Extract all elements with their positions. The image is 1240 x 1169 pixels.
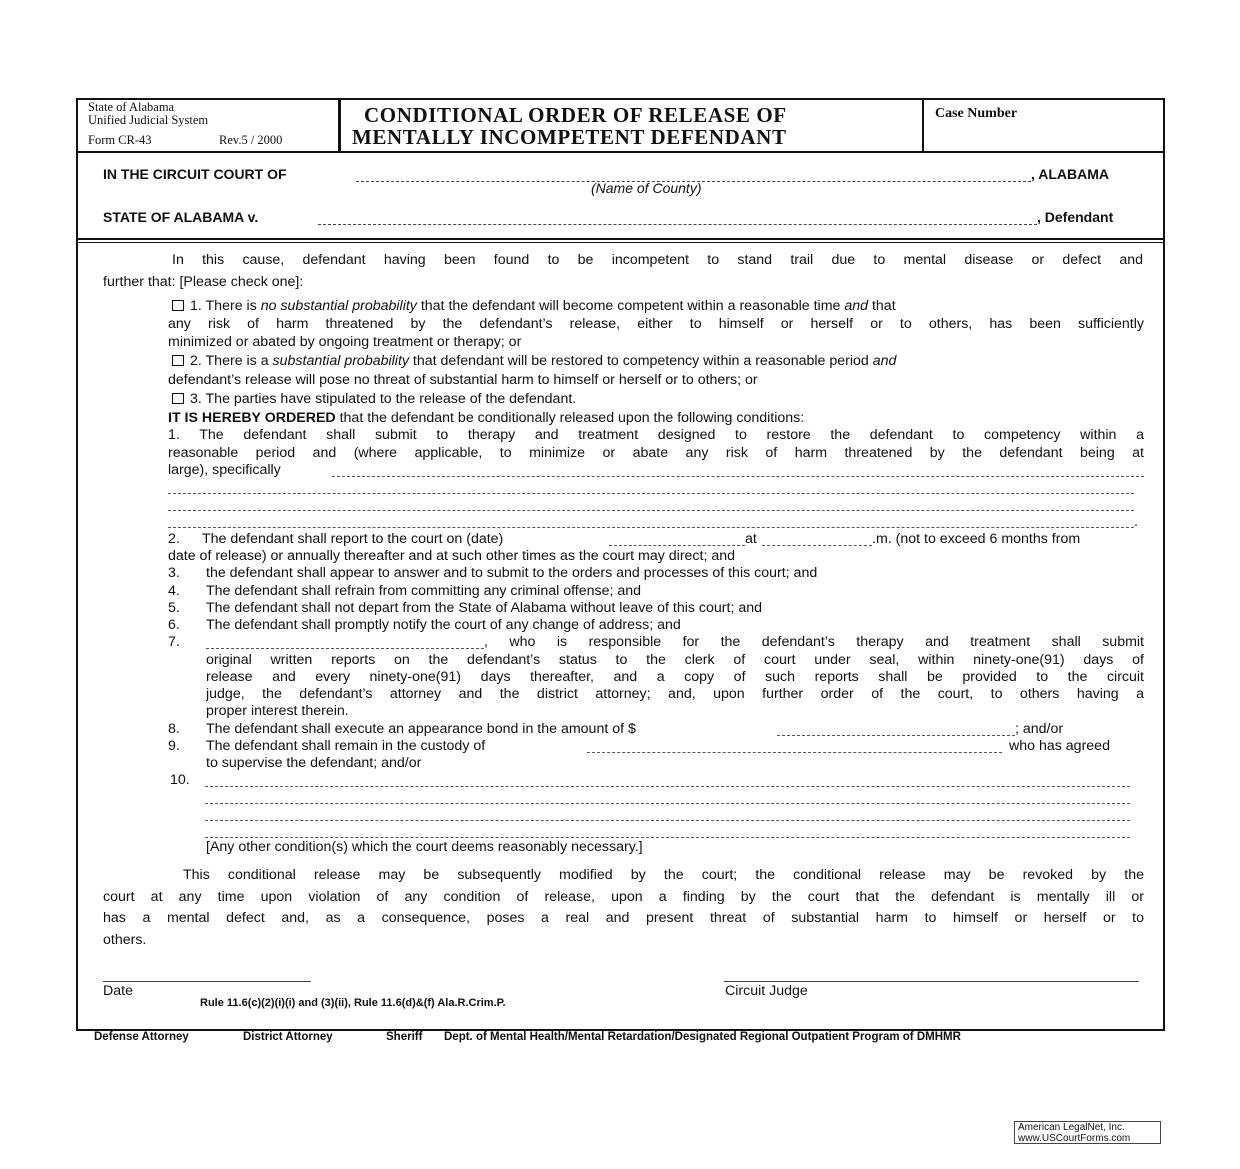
condition-8-number: 8.: [168, 721, 180, 737]
responsible-party-field[interactable]: [206, 648, 484, 649]
condition-7-line5: proper interest therein.: [206, 703, 349, 719]
system-label: Unified Judicial System: [88, 113, 209, 127]
option-1: 1. There is no substantial probability that the defendant will become competent within a reasonable time and that: [172, 298, 1144, 314]
condition-7-line3: release and every ninety-one(91) days thereafter, and a copy of such reports shall be provided to the circuit: [206, 669, 1144, 685]
condition-1-line1: 1. The defendant shall submit to therapy and treatment designed to restore the defendant to competency within a: [168, 427, 1144, 443]
case-number-field[interactable]: [930, 126, 1155, 148]
condition-1-specifics-line2[interactable]: [168, 493, 1134, 494]
closing-line4: others.: [103, 932, 147, 948]
date-label: Date: [103, 983, 133, 999]
condition-8-text: The defendant shall execute an appearance bond in the amount of $: [206, 721, 636, 737]
condition-9-number: 9.: [168, 738, 180, 754]
closing-line3: has a mental defect and, as a consequence, poses a real and present threat of substantial harm to himself or herself or to: [103, 910, 1144, 926]
distribution-defense-attorney: Defense Attorney: [94, 1031, 189, 1043]
condition-4-number: 4.: [168, 583, 180, 599]
condition-9-line2: to supervise the defendant; and/or: [206, 755, 422, 771]
option-3-checkbox[interactable]: [172, 393, 184, 404]
other-conditions-field[interactable]: [205, 786, 1130, 787]
condition-7-line2: original written reports on the defendant’s status to the clerk of court under seal, within ninety-one(91) days of: [206, 652, 1144, 668]
distribution-district-attorney: District Attorney: [243, 1031, 333, 1043]
condition-1-period: .: [1134, 514, 1138, 530]
condition-1-line3: large), specifically: [168, 462, 281, 478]
case-number-label: Case Number: [935, 106, 1018, 121]
condition-7-number: 7.: [168, 634, 180, 650]
condition-3-number: 3.: [168, 565, 180, 581]
revision: Rev.5 / 2000: [219, 133, 283, 147]
condition-1-specifics-line3[interactable]: [168, 510, 1134, 511]
judge-signature-field[interactable]: [724, 981, 1139, 982]
condition-2-post: .m. (not to exceed 6 months from: [872, 531, 1081, 547]
condition-10-number: 10.: [170, 772, 190, 788]
option-1-line2: any risk of harm threatened by the defendant’s release, either to himself or herself or to others, has been sufficiently: [168, 316, 1144, 332]
circuit-court-label: IN THE CIRCUIT COURT OF: [103, 166, 287, 182]
report-time-field[interactable]: [762, 545, 872, 546]
condition-1-line2: reasonable period and (where applicable, to minimize or abate any risk of harm threatened by the defendant being at: [168, 445, 1144, 461]
condition-2-at: at: [745, 531, 757, 547]
condition-10-note: [Any other condition(s) which the court deems reasonably necessary.]: [206, 839, 643, 855]
defendant-name-field[interactable]: [318, 209, 1037, 225]
condition-9-post: who has agreed: [1009, 738, 1110, 754]
publisher-box: [1014, 1121, 1161, 1144]
condition-6-number: 6.: [168, 617, 180, 633]
report-date-field[interactable]: [609, 545, 745, 546]
option-1-checkbox[interactable]: [172, 300, 184, 311]
condition-7-line1: , who is responsible for the defendant’s therapy and treatment shall submit: [484, 634, 1144, 650]
defendant-suffix: , Defendant: [1037, 209, 1114, 225]
date-field[interactable]: [103, 981, 311, 982]
option-2-checkbox[interactable]: [172, 355, 184, 366]
other-conditions-line4[interactable]: [205, 837, 1130, 838]
state-v-label: STATE OF ALABAMA v.: [103, 209, 259, 225]
intro-text-line1: In this cause, defendant having been found to be incompetent to stand trail due to mental disease or defect and: [172, 252, 1143, 268]
distribution-sheriff: Sheriff: [386, 1031, 423, 1043]
closing-line1: This conditional release may be subsequently modified by the court; the conditional release may be revoked by the: [183, 867, 1144, 883]
alabama-suffix: , ALABAMA: [1031, 166, 1110, 182]
publisher-name: American LegalNet, Inc.: [1018, 1122, 1125, 1133]
closing-line2: court at any time upon violation of any condition of release, upon a finding by the court that the defendant is mentally ill or: [103, 889, 1144, 905]
condition-1-specifics-line4[interactable]: [168, 527, 1134, 528]
condition-9-text: The defendant shall remain in the custody of: [206, 738, 486, 754]
other-conditions-line2[interactable]: [205, 803, 1130, 804]
rule-citation: Rule 11.6(c)(2)(i)(i) and (3)(ii), Rule 11.6(d)&(f) Ala.R.Crim.P.: [200, 997, 506, 1009]
state-label: State of Alabama: [88, 100, 175, 114]
bond-amount-field[interactable]: [777, 735, 1015, 736]
condition-3-text: the defendant shall appear to answer and to submit to the orders and processes of this court; and: [206, 565, 818, 581]
condition-2-text: The defendant shall report to the court on (date): [202, 531, 504, 547]
intro-text-line2: further that: [Please check one]:: [103, 274, 304, 290]
publisher-url[interactable]: www.USCourtForms.com: [1018, 1133, 1131, 1144]
condition-8-post: ; and/or: [1015, 721, 1064, 737]
header-divider-right: [922, 100, 924, 151]
option-1-line3: minimized or abated by ongoing treatment or therapy; or: [168, 334, 522, 350]
header-bottom-rule: [78, 151, 1163, 153]
condition-2-number: 2.: [168, 531, 180, 547]
header-divider-left: [338, 100, 341, 151]
county-hint: (Name of County): [591, 180, 702, 196]
distribution-dmhmr: Dept. of Mental Health/Mental Retardation/Designated Regional Outpatient Program of DMHMR: [444, 1031, 961, 1043]
order-statement: IT IS HEREBY ORDERED that the defendant be conditionally released upon the following conditions:: [168, 410, 805, 426]
condition-4-text: The defendant shall refrain from committing any criminal offense; and: [206, 583, 642, 599]
condition-6-text: The defendant shall promptly notify the court of any change of address; and: [206, 617, 681, 633]
form-title-line2: MENTALLY INCOMPETENT DEFENDANT: [352, 125, 787, 149]
condition-7-line4: judge, the defendant’s attorney and the district attorney; and, upon further order of the court, to others having a: [206, 686, 1144, 702]
option-2: 2. There is a substantial probability that defendant will be restored to competency within a reasonable period and: [172, 353, 896, 369]
condition-5-text: The defendant shall not depart from the State of Alabama without leave of this court; and: [206, 600, 763, 616]
other-conditions-line3[interactable]: [205, 820, 1130, 821]
section-rule-thin: [78, 242, 1163, 243]
custodian-field[interactable]: [587, 752, 1002, 753]
form-title-line1: CONDITIONAL ORDER OF RELEASE OF: [364, 103, 787, 127]
condition-1-specifics-field[interactable]: [332, 476, 1144, 477]
form-number: Form CR-43: [88, 133, 152, 147]
judge-label: Circuit Judge: [725, 983, 808, 999]
condition-2-line2: date of release) or annually thereafter and at such other times as the court may direct; and: [168, 548, 736, 564]
option-3: 3. The parties have stipulated to the release of the defendant.: [172, 391, 576, 407]
condition-5-number: 5.: [168, 600, 180, 616]
option-2-line2: defendant’s release will pose no threat of substantial harm to himself or herself or to others; or: [168, 372, 758, 388]
section-rule: [78, 238, 1163, 240]
